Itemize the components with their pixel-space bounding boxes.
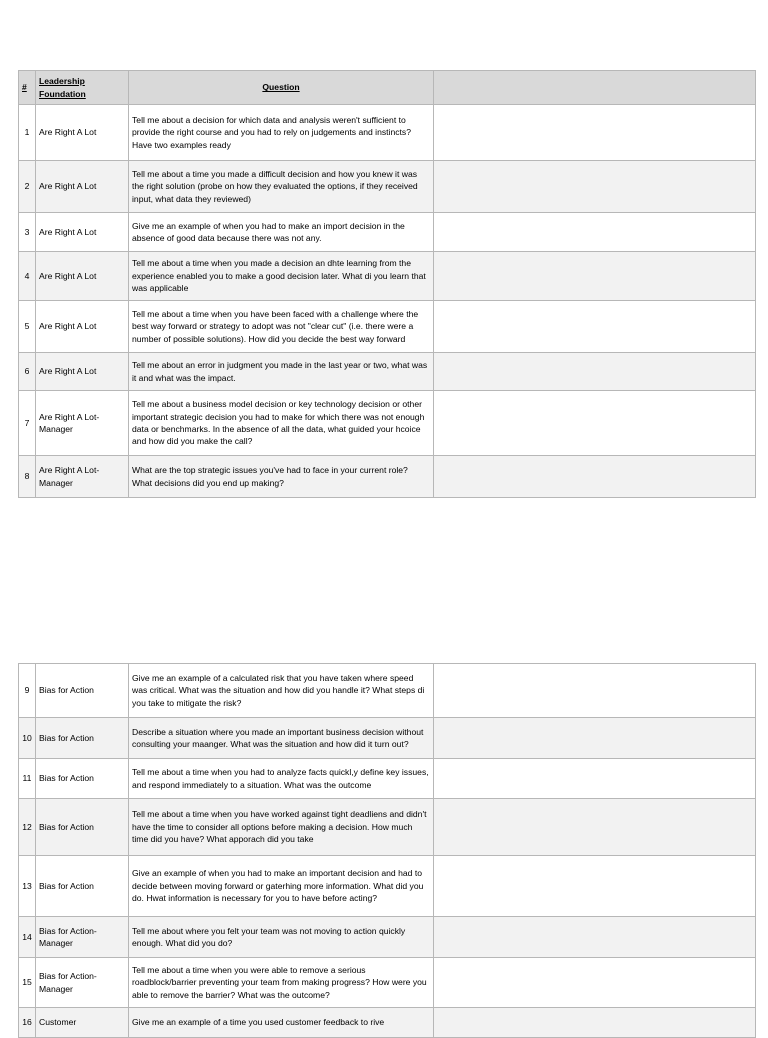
table-row <box>19 799 756 856</box>
row-question: What are the top strategic issues you've had to face in your current role? What decisions did you end up making? <box>129 456 434 498</box>
table-row <box>19 105 756 161</box>
table-row <box>19 161 756 213</box>
row-foundation: Are Right A Lot <box>36 213 129 252</box>
row-question: Tell me about a time when you made a decision an dhte learning from the experience enabled you to make a good decision later. What di you learn that was applicable <box>129 252 434 301</box>
questions-table-2 <box>18 663 756 1038</box>
row-foundation: Bias for Action <box>36 799 129 856</box>
row-notes <box>434 958 756 1008</box>
header-foundation: Leadership Foundation <box>36 71 129 105</box>
table-body-1 <box>19 105 756 498</box>
row-notes <box>434 799 756 856</box>
row-question: Tell me about an error in judgment you made in the last year or two, what was it and what was the impact. <box>129 353 434 391</box>
row-number: 1 <box>19 105 36 161</box>
table-row <box>19 856 756 917</box>
row-question: Tell me about a time when you were able to remove a serious roadblock/barrier preventing your team from making progress? How were you able to remove the barrier? What was the outcome? <box>129 958 434 1008</box>
row-question: Give me an example of a calculated risk that you have taken where speed was critical. What was the situation and how did you handle it? What steps di you take to mitigate the risk? <box>129 664 434 718</box>
row-foundation: Customer <box>36 1008 129 1038</box>
row-notes <box>434 353 756 391</box>
row-foundation: Bias for Action <box>36 718 129 759</box>
table-row <box>19 301 756 353</box>
row-notes <box>434 917 756 958</box>
row-notes <box>434 161 756 213</box>
row-foundation: Bias for Action-Manager <box>36 917 129 958</box>
row-foundation: Are Right A Lot <box>36 353 129 391</box>
row-notes <box>434 213 756 252</box>
row-number: 2 <box>19 161 36 213</box>
row-question: Give me an example of a time you used customer feedback to rive <box>129 1008 434 1038</box>
row-number: 14 <box>19 917 36 958</box>
row-notes <box>434 1008 756 1038</box>
row-number: 11 <box>19 759 36 799</box>
row-question: Give me an example of when you had to make an import decision in the absence of good data because there was not any. <box>129 213 434 252</box>
row-number: 6 <box>19 353 36 391</box>
row-foundation: Bias for Action <box>36 664 129 718</box>
table-row <box>19 456 756 498</box>
table-row <box>19 718 756 759</box>
row-notes <box>434 456 756 498</box>
row-notes <box>434 856 756 917</box>
row-foundation: Are Right A Lot <box>36 301 129 353</box>
row-foundation: Bias for Action <box>36 759 129 799</box>
row-number: 12 <box>19 799 36 856</box>
row-number: 7 <box>19 391 36 456</box>
table-row <box>19 252 756 301</box>
row-notes <box>434 391 756 456</box>
row-number: 3 <box>19 213 36 252</box>
row-notes <box>434 759 756 799</box>
row-foundation: Are Right A Lot-Manager <box>36 391 129 456</box>
table-row <box>19 664 756 718</box>
table-row <box>19 213 756 252</box>
row-notes <box>434 105 756 161</box>
row-number: 10 <box>19 718 36 759</box>
table-row <box>19 391 756 456</box>
row-number: 13 <box>19 856 36 917</box>
row-question: Tell me about where you felt your team was not moving to action quickly enough. What did you do? <box>129 917 434 958</box>
row-notes <box>434 718 756 759</box>
row-question: Tell me about a decision for which data and analysis weren't sufficient to provide the right course and you had to rely on judgements and instincts? Have two examples ready <box>129 105 434 161</box>
row-number: 9 <box>19 664 36 718</box>
table-row <box>19 1008 756 1038</box>
row-number: 8 <box>19 456 36 498</box>
row-foundation: Are Right A Lot <box>36 161 129 213</box>
header-question: Question <box>129 71 434 105</box>
row-number: 5 <box>19 301 36 353</box>
row-number: 4 <box>19 252 36 301</box>
row-foundation: Are Right A Lot-Manager <box>36 456 129 498</box>
questions-table-1 <box>18 70 756 498</box>
header-notes <box>434 71 756 105</box>
row-question: Tell me about a time you made a difficult decision and how you knew it was the right solution (probe on how they evaluated the options, if they received input, what data they reviewed) <box>129 161 434 213</box>
row-notes <box>434 664 756 718</box>
row-foundation: Bias for Action-Manager <box>36 958 129 1008</box>
header-num: # <box>19 71 36 105</box>
row-foundation: Are Right A Lot <box>36 252 129 301</box>
table-row <box>19 353 756 391</box>
table-row <box>19 759 756 799</box>
row-question: Describe a situation where you made an important business decision without consulting your maanger. What was the situation and how did it turn out? <box>129 718 434 759</box>
row-notes <box>434 252 756 301</box>
row-question: Tell me about a business model decision or key technology decision or other important strategic decision you had to make for which there was not enough data or benchmarks. In the absence of all the data, what guided your hcoice and how did you make the call? <box>129 391 434 456</box>
row-notes <box>434 301 756 353</box>
header-row <box>19 71 756 105</box>
row-foundation: Bias for Action <box>36 856 129 917</box>
table-body-2 <box>19 664 756 1038</box>
row-number: 16 <box>19 1008 36 1038</box>
table-row <box>19 917 756 958</box>
row-question: Give an example of when you had to make an important decision and had to decide between moving forward or gaterhing more information. What did you do. Hwat information is necessary for you to have before acting? <box>129 856 434 917</box>
row-number: 15 <box>19 958 36 1008</box>
row-question: Tell me about a time when you have worked against tight deadliens and didn't have the time to consider all options before making a decision. How much time did you have? What apporach did you take <box>129 799 434 856</box>
row-foundation: Are Right A Lot <box>36 105 129 161</box>
row-question: Tell me about a time when you have been faced with a challenge where the best way forward or strategy to adopt was not "clear cut" (i.e. there were a number of possible solutions). How did you decide the best way forward <box>129 301 434 353</box>
row-question: Tell me about a time when you had to analyze facts quickl,y define key issues, and respond immediately to a situation. What was the outcome <box>129 759 434 799</box>
table-row <box>19 958 756 1008</box>
